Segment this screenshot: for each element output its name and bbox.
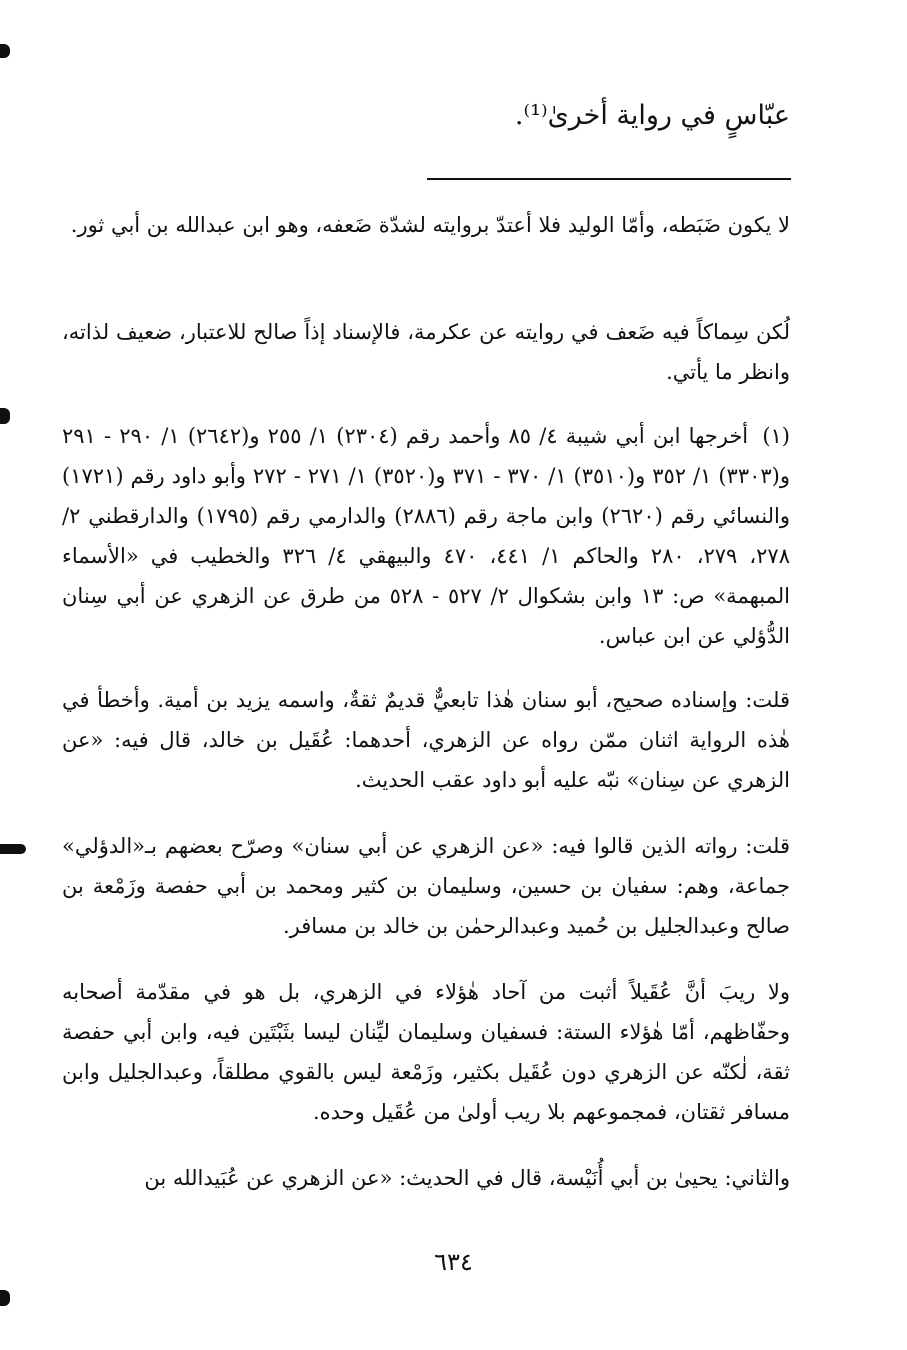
footnote-1 [62, 416, 790, 656]
footnote-separator [427, 178, 791, 180]
scan-edge-mark [0, 408, 10, 424]
footnote-paragraph-2: قلت: رواته الذين قالوا فيه: «عن الزهري عن أبي سنان» وصرّح بعضهم بـ«الدؤلي» جماعة، وهم: سفيان بن حسين، وسليمان بن كثير ومحمد بن أبي حفصة وزَمْعة بن صالح وعبدالجليل بن حُميد وعبدالرحمٰن بن خالد بن مسافر. [62, 834, 790, 938]
footnote-text: أخرجها ابن أبي شيبة ٤/ ٨٥ وأحمد رقم (٢٣٠٤) ١/ ٢٥٥ و(٢٦٤٢) ١/ ٢٩٠ - ٢٩١ و(٣٣٠٣) ١/ ٣٥٢ و(٣٥١٠) ١/ ٣٧٠ - ٣٧١ و(٣٥٢٠) ١/ ٢٧١ - ٢٧٢ وأبو داود رقم (١٧٢١) والنسائي رقم (٢٦٢٠) وابن ماجة رقم (٢٨٨٦) والدارمي رقم (١٧٩٥) والدارقطني ٢/ ٢٧٨، ٢٧٩، ٢٨٠ والحاكم ١/ ٤٤١، ٤٧٠ والبيهقي ٤/ ٣٢٦ والخطيب في «الأسماء المبهمة» ص: ١٣ وابن بشكوال ٢/ ٥٢٧ - ٥٢٨ من طرق عن الزهري عن أبي سِنان الدُّؤلي عن ابن عباس. [62, 424, 791, 648]
footnote-paragraph-1: قلت: وإسناده صحيح، أبو سنان هٰذا تابعيٌّ قديمٌ ثقةٌ، واسمه يزيد بن أمية. وأخطأ في هٰذه الرواية اثنان ممّن رواه عن الزهري، أحدهما: عُقَيل بن خالد، قال فيه: «عن الزهري عن سِنان» نبّه عليه أبو داود عقب الحديث. [62, 688, 790, 792]
paragraph-1: لا يكون ضَبَطه، وأمّا الوليد فلا أعتدّ بروايته لشدّة ضَعفه، وهو ابن عبدالله بن أبي ثور. [70, 213, 790, 237]
page-number: ٦٣٤ [434, 1248, 473, 1276]
scan-edge-mark [0, 844, 26, 854]
footnote-paragraph-3: ولا ريبَ أنَّ عُقَيلاً أثبت من آحاد هٰؤلاء في الزهري، بل هو في مقدّمة أصحابه وحفّاظهم، أمّا هٰؤلاء الستة: فسفيان وسليمان ليِّنان ليسا بثَبْتَين فيه، وابن أبي حفصة ثقة، لٰكنّه عن الزهري دون عُقَيل بكثير، وزَمْعة ليس بالقوي مطلقاً، وعبدالجليل وابن مسافر ثقتان، فمجموعهم بلا ريب أولىٰ من عُقَيل وحده. [62, 980, 790, 1124]
footnote-paragraph-4: والثاني: يحيىٰ بن أبي أُنَيْسة، قال في الحديث: «عن الزهري عن عُبَيدالله بن [144, 1166, 790, 1190]
scan-edge-mark [0, 44, 10, 58]
footnote-marker: (١) [762, 424, 790, 448]
top-line: عبّاسٍ في رواية أخرىٰ⁽¹⁾. [514, 100, 790, 131]
scan-edge-mark [0, 1290, 10, 1306]
paragraph-2: لُكن سِماكاً فيه ضَعف في روايته عن عكرمة، فالإسناد إذاً صالح للاعتبار، ضعيف لذاته، وانظر ما يأتي. [62, 320, 790, 384]
